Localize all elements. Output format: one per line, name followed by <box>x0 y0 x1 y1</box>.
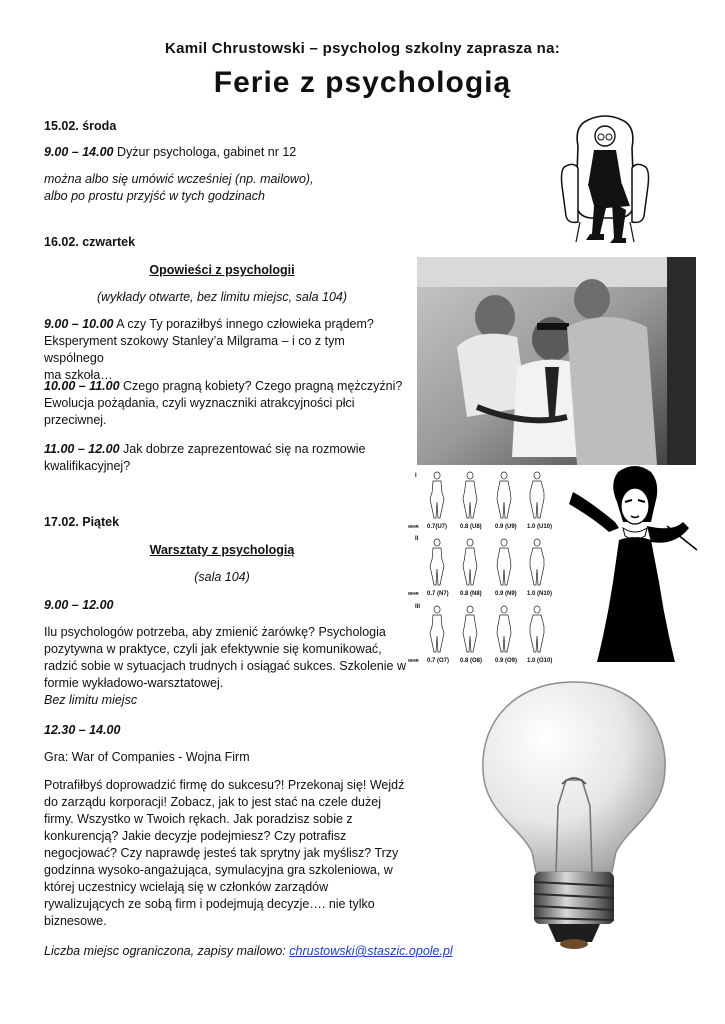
psychologist-armchair-illustration <box>560 106 650 246</box>
signup-email-link[interactable]: chrustowski@staszic.opole.pl <box>289 944 453 958</box>
whr-figure-r2c1 <box>430 539 444 585</box>
day3-date: 17.02. Piątek <box>44 515 120 529</box>
whr-row-label-2: II <box>415 536 419 542</box>
day3-slot1-line4: formie wykładowo-warsztatowej. <box>44 676 224 690</box>
page-subtitle: Kamil Chrustowski – psycholog szkolny zaprasza na: <box>164 40 561 57</box>
whr-label-r1c1: 0.7(U7) <box>427 524 448 530</box>
day2-item-3-line1: Jak dobrze zaprezentować się na rozmowie <box>119 442 366 456</box>
whr-figure-r1c2 <box>463 472 477 518</box>
day3-slot2-game: Gra: War of Companies - Wojna Firm <box>44 750 250 764</box>
day3-slot1-line2: pozytywna w praktyce, czyli jak efektywnie się komunikować, <box>44 642 382 656</box>
day2-item-1-line2: Eksperyment szokowy Stanley’a Milgrama – i co z tym wspólnego <box>44 334 345 365</box>
milgram-experiment-photo <box>417 257 696 465</box>
day2-section-note: (wykłady otwarte, bez limitu miejsc, sala 104) <box>96 290 348 304</box>
whr-figure-r2c3 <box>497 539 511 585</box>
whr-figure-r3c3 <box>497 606 511 652</box>
day3-slot1-note: Bez limitu miejsc <box>44 693 138 707</box>
whr-axis-label-3: WHR <box>408 658 419 663</box>
day3-slot1-line3: radzić sobie w sytuacjach trudnych i osiągać sukces. Szkolenie w <box>44 659 406 673</box>
whr-figure-r3c2 <box>463 606 477 652</box>
day3-slot2-line5: negocjować? Czy naprawdę jesteś tak sprytny jak myślisz? Trzy <box>44 846 399 860</box>
day3-slot2-line2: do zarządu korporacji! Zobacz, jak to jest stać na czele dużej <box>44 795 381 809</box>
day2-item-2-line3: przeciwnej. <box>44 413 107 427</box>
whr-label-r2c1: 0.7 (N7) <box>427 591 449 597</box>
day3-slot2-line6: godzinna wysoko-angażująca, symulacyjna gra szkoleniowa, w <box>44 863 393 877</box>
whr-figure-r2c4 <box>530 539 544 585</box>
whr-figure-r1c1 <box>430 472 444 518</box>
day2-item-2-line1: Czego pragną kobiety? Czego pragną mężczyźni? <box>119 379 403 393</box>
day3-section-title: Warsztaty z psychologią <box>149 543 295 557</box>
day2-section-title: Opowieści z psychologii <box>149 263 295 277</box>
woman-silhouette-illustration <box>563 462 698 664</box>
day1-note-line2: albo po prostu przyjść w tych godzinach <box>44 189 265 203</box>
day2-item-3-line2: kwalifikacyjnej? <box>44 459 131 473</box>
day3-slot1-description <box>44 624 414 709</box>
day1-slot <box>44 144 296 161</box>
day3-slot2-description <box>44 777 414 930</box>
day3-slot1-time: 9.00 – 12.00 <box>44 598 114 612</box>
day3-slot2-line4: konkurencją? Jakie decyzje podejmiesz? Czy potrafisz <box>44 829 347 843</box>
whr-row-label-3: III <box>415 604 421 610</box>
whr-label-r1c2: 0.8 (U8) <box>460 524 482 530</box>
day1-note-line1: można albo się umówić wcześniej (np. mailowo), <box>44 172 314 186</box>
day3-slot2-line3: firmy. Wszystko w Twoich rękach. Jak poradzisz sobie z <box>44 812 353 826</box>
whr-figure-r1c3 <box>497 472 511 518</box>
day3-section-note: (sala 104) <box>194 570 250 584</box>
day3-slot1-line1: Ilu psychologów potrzeba, aby zmienić żarówkę? Psychologia <box>44 625 386 639</box>
day3-slot2-time: 12.30 – 14.00 <box>44 723 121 737</box>
light-bulb-illustration <box>470 676 678 954</box>
whr-label-r2c4: 1.0 (N10) <box>527 591 553 597</box>
whr-figure-r1c4 <box>530 472 544 518</box>
whr-axis-label-1: WHR <box>408 524 419 529</box>
day2-item-1-time: 9.00 – 10.00 <box>44 317 114 331</box>
day1-text: Dyżur psychologa, gabinet nr 12 <box>113 145 297 159</box>
day2-item-1-line1: A czy Ty poraziłbyś innego człowieka prądem? <box>113 317 374 331</box>
whr-label-r1c4: 1.0 (U10) <box>527 524 553 530</box>
whr-row-label-1: I <box>415 473 417 479</box>
whr-figures-chart <box>406 466 564 670</box>
day2-date: 16.02. czwartek <box>44 235 136 249</box>
day2-item-1 <box>44 316 404 384</box>
whr-figure-r3c4 <box>530 606 544 652</box>
whr-label-r2c2: 0.8 (N8) <box>460 591 482 597</box>
whr-label-r3c4: 1.0 (O10) <box>527 658 553 664</box>
day2-item-1-line3: ma szkoła… <box>44 368 113 382</box>
day3-slot2-line1: Potrafiłbyś doprowadzić firmę do sukcesu?! Przekonaj się! Wejdź <box>44 778 405 792</box>
day2-item-2-line2: Ewolucja pożądania, czyli wyznaczniki atrakcyjności płci <box>44 396 355 410</box>
whr-axis-label-2: WHR <box>408 591 419 596</box>
day3-slot2-line9: biznesowe. <box>44 914 107 928</box>
whr-label-r3c3: 0.9 (O9) <box>495 658 518 664</box>
day2-item-3 <box>44 441 404 475</box>
day1-time: 9.00 – 14.00 <box>44 145 114 159</box>
day2-item-3-time: 11.00 – 12.00 <box>44 442 120 456</box>
day3-slot2-line7: której uczestnicy wcielają się w członków zarządów <box>44 880 329 894</box>
day2-item-2-time: 10.00 – 11.00 <box>44 379 120 393</box>
whr-figure-r2c2 <box>463 539 477 585</box>
day3-slot2-line8: rywalizujących ze sobą firm i podejmują decyzje…. nie tylko <box>44 897 375 911</box>
day2-item-2 <box>44 378 404 429</box>
footer <box>44 943 453 960</box>
day1-date: 15.02. środa <box>44 119 117 133</box>
whr-label-r3c1: 0.7 (O7) <box>427 658 450 664</box>
whr-label-r1c3: 0.9 (U9) <box>495 524 517 530</box>
whr-figure-r3c1 <box>430 606 444 652</box>
whr-label-r2c3: 0.9 (N9) <box>495 591 517 597</box>
whr-label-r3c2: 0.8 (O8) <box>460 658 483 664</box>
page-title: Ferie z psychologią <box>213 66 512 99</box>
footer-text: Liczba miejsc ograniczona, zapisy mailowo: <box>44 944 290 958</box>
